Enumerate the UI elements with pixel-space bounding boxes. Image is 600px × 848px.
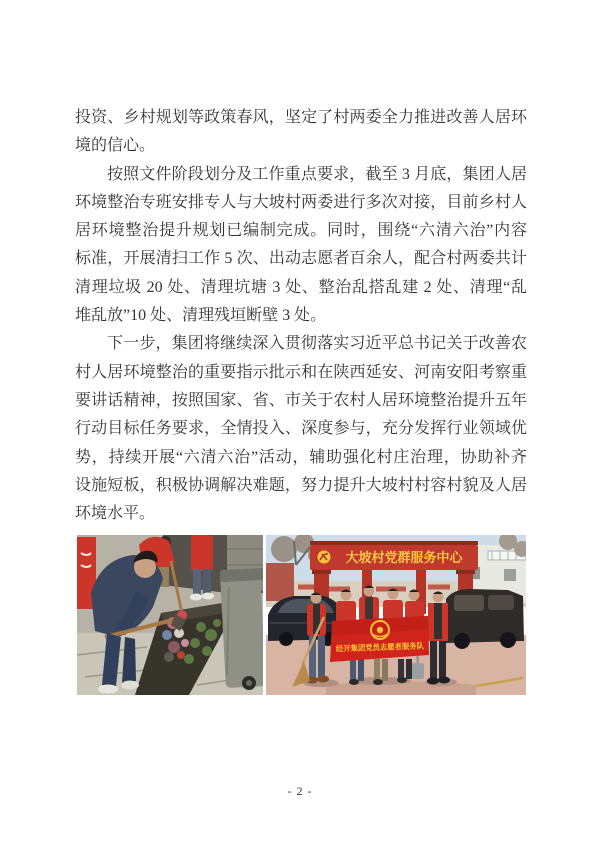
document-line: 行动目标任务要求，全情投入、深度参与，充分发挥行业领域优 [75, 420, 527, 438]
document-line: 环境水平。 [75, 505, 156, 523]
drain-cleanup-photo [77, 535, 263, 695]
gate-sign [310, 541, 478, 570]
banner-text: 经开集团党员志愿者服务队 [335, 641, 433, 654]
document-body [75, 104, 527, 528]
volunteer-group-photo [266, 535, 526, 695]
paragraph [75, 330, 527, 528]
page-number: - 2 - [287, 784, 313, 798]
document-line: 标准，开展清扫工作 5 次、出动志愿者百余人，配合村两委共计 [75, 250, 527, 268]
document-line: 要讲话精神，按照国家、省、市关于农村人居环境整治提升五年 [75, 391, 527, 409]
document-line: 境的信心。 [75, 137, 156, 155]
document-line: 村人居环境整治的重要指示批示和在陕西延安、河南安阳考察重 [75, 363, 527, 381]
minivan-car [446, 589, 524, 649]
trash-bin [220, 568, 263, 690]
document-line: 居环境整治提升规划已编制完成。同时，围绕“六清六治”内容 [75, 222, 527, 240]
document-line: 投资、乡村规划等政策春风，坚定了村两委全力推进改善人居环 [75, 109, 527, 126]
paragraph [75, 161, 527, 331]
document-line: 设施短板，积极协调解决难题，努力提升大坡村村容村貌及人居 [75, 476, 527, 494]
document-line: 堆乱放”10 处、清理残垣断壁 3 处。 [75, 307, 327, 325]
banner [330, 616, 433, 662]
document-line: 下一步，集团将继续深入贯彻落实习近平总书记关于改善农 [107, 335, 527, 353]
gate-sign-text: 大坡村党群服务中心 [345, 550, 463, 565]
document-line: 清理垃圾 20 处、清理坑塘 3 处、整治乱搭乱建 2 处、清理“乱 [75, 278, 527, 296]
document-line: 按照文件阶段划分及工作重点要求，截至 3 月底，集团人居 [107, 165, 527, 183]
document-line: 环境整治专班安排专人与大坡村两委进行多次对接，目前乡村人 [75, 193, 527, 211]
paragraph [75, 104, 527, 161]
party-emblem-icon [318, 551, 331, 564]
document-line: 势，持续开展“六清六治”活动，辅助强化村庄治理，协助补齐 [75, 448, 527, 466]
photo-row [77, 535, 526, 695]
